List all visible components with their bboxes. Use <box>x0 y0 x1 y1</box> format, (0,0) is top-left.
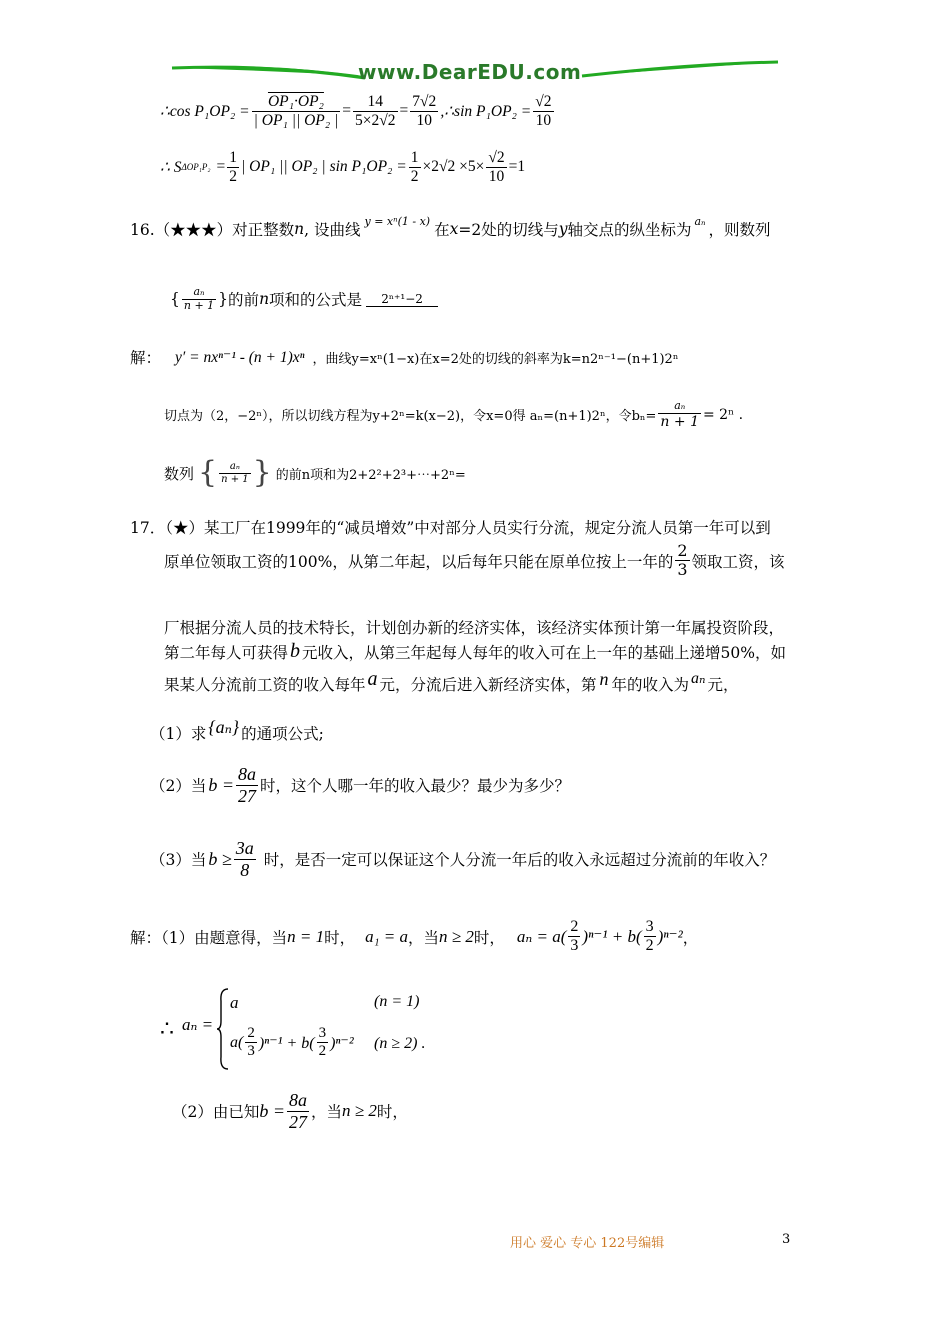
p3-fraction <box>234 838 256 880</box>
cos3-numerator: 7√2 <box>412 92 437 110</box>
s1-an: aₙ = a( <box>516 926 567 946</box>
sin-fraction <box>533 93 553 130</box>
seq2-num: aₙ <box>219 461 251 474</box>
q16-solution-2 <box>164 400 743 430</box>
half-fraction <box>227 149 239 186</box>
q17-s1c: 时， <box>324 928 356 947</box>
seq-den: n + 1 <box>183 298 215 312</box>
q16-sol-line3a: 数列 <box>164 464 195 483</box>
area-end: =1 <box>508 158 526 175</box>
q16-solution-1 <box>130 346 678 368</box>
q16-derivative: y′ = nxⁿ⁻¹ - (n + 1)xⁿ <box>175 348 305 366</box>
header-swoosh-right <box>580 58 780 88</box>
q17-s1k: ， <box>682 928 699 947</box>
q17-part3 <box>150 838 775 880</box>
brace-open: { <box>170 290 180 309</box>
q17-part1 <box>150 716 324 744</box>
var-b: b <box>290 640 301 662</box>
q17-s1e: ，当 <box>408 928 440 947</box>
area-middle-2: ×2√2 ×5× <box>422 158 485 175</box>
cos-fraction-3 <box>410 93 438 130</box>
s2-den: 27 <box>289 1111 308 1132</box>
seq-fraction-2 <box>219 461 251 485</box>
case2-c: )ⁿ⁻² <box>330 1034 354 1052</box>
q16-text4: 轴交点的纵坐标为 <box>567 221 692 239</box>
half-fraction-2 <box>409 149 421 186</box>
an-set: {aₙ} <box>208 716 240 737</box>
q17-s2e: 时， <box>376 1103 408 1122</box>
cos-lhs: ∴cos P₁OP₂ = <box>160 102 250 120</box>
var-a: a <box>367 668 378 690</box>
case2-frac-32 <box>317 1025 329 1061</box>
p2-num: 8a <box>238 764 257 784</box>
sqrt2-den: 10 <box>488 167 505 185</box>
q17-line5d: 元， <box>707 675 739 694</box>
equals-sign: = <box>342 102 352 119</box>
case2-frac-23 <box>245 1025 257 1061</box>
cos-fraction-2 <box>353 93 398 130</box>
half-num: 1 <box>229 148 238 166</box>
s2-n-ge-2: n ≥ 2 <box>342 1101 377 1121</box>
case2-value <box>230 1025 354 1061</box>
q17-line4a: 第二年每人可获得 <box>164 643 289 662</box>
q16-text1: , 设曲线 <box>304 221 361 239</box>
sqrt2-over-10 <box>486 149 506 186</box>
half-num-2: 1 <box>410 148 419 166</box>
q16-curve: y = xⁿ(1 - x) <box>364 214 431 228</box>
q17-line4b: 元收入，从第三年起每人每年的收入可在上一年的基础上递增50%，如 <box>302 643 786 662</box>
q16-solution-label: 解： <box>130 349 162 367</box>
cos-denominator: | OP₁ || OP₂ | <box>253 111 339 129</box>
q16-answer: 2ⁿ⁺¹−2 <box>366 292 438 307</box>
q17-part2 <box>150 764 570 806</box>
bn-num: aₙ <box>658 400 701 414</box>
s1-a1: a₁ = a <box>365 926 409 946</box>
q17-p2a: （2）当 <box>150 777 207 796</box>
area-equation <box>160 142 525 192</box>
q17-line3: 厂根据分流人员的技术特长，计划创办新的经济实体，该经济实体预计第一年属投资阶段， <box>164 619 785 637</box>
p2-fraction <box>236 764 258 806</box>
page-number: 3 <box>782 1232 791 1247</box>
case2-a: a( <box>230 1033 244 1051</box>
cos3-denominator: 10 <box>416 111 433 129</box>
q16-sequence <box>170 286 438 312</box>
s2-fraction <box>287 1090 309 1132</box>
therefore-symbol: ∴ <box>160 1017 174 1042</box>
sin-lhs: ,∴sin P₁OP₂ = <box>440 102 532 120</box>
q16-solution-3 <box>164 455 466 490</box>
sin-denominator: 10 <box>535 111 552 129</box>
q17-line5a: 果某人分流前工资的收入每年 <box>164 675 366 694</box>
q17-p1a: （1）求 <box>150 725 207 743</box>
s1-frac1-num: 2 <box>568 918 580 937</box>
seq-text: 的前 <box>228 291 260 310</box>
q16-sol-line2b: = 2ⁿ . <box>702 406 744 423</box>
q17-line5 <box>164 668 739 695</box>
s2-num: 8a <box>289 1090 308 1110</box>
p2-b-eq: b = <box>208 774 235 795</box>
two-thirds-num: 2 <box>677 541 688 560</box>
q16-sol-text1: ，曲线y=xⁿ(1−x)在x=2处的切线的斜率为k=n2ⁿ⁻¹−(n+1)2ⁿ <box>312 351 679 367</box>
p3-den: 8 <box>240 859 250 880</box>
case2-b: )ⁿ⁻¹ + b( <box>258 1034 315 1052</box>
q17-p3c: 时，是否一定可以保证这个人分流一年后的收入永远超过分流前的年收入？ <box>263 851 776 870</box>
area-lhs: ∴ S <box>160 158 182 176</box>
s1-frac-23 <box>568 918 580 956</box>
p3-num: 3a <box>235 838 254 858</box>
q16-sol-line3b: 的前n项和为2+2²+2³+⋯+2ⁿ= <box>275 467 466 483</box>
case1-condition: (n = 1) <box>374 993 420 1010</box>
q17-s2c: ，当 <box>311 1103 343 1122</box>
bracket-close: } <box>252 455 272 490</box>
q16-an: aₙ <box>694 214 706 228</box>
q16-text3: =2处的切线与 <box>458 221 559 239</box>
sin-numerator: √2 <box>535 92 552 110</box>
s1-mid: )ⁿ⁻¹ + b( <box>582 926 642 946</box>
cos2-numerator: 14 <box>353 93 398 112</box>
p3-b-ge: b ≥ <box>208 848 232 869</box>
q16-text2: 在 <box>434 221 450 239</box>
q16-n: n <box>294 220 305 238</box>
cos-equation <box>160 86 556 136</box>
case2-frac1-num: 2 <box>245 1025 257 1043</box>
site-title[interactable]: www.DearEDU.com <box>358 60 582 84</box>
seq-num: aₙ <box>182 286 216 300</box>
s1-n-ge-2: n ≥ 2 <box>439 926 474 946</box>
bracket-open: { <box>198 455 218 490</box>
q17-line2b: 领取工资，该 <box>691 552 785 571</box>
cos-numerator: OP₁·OP₂ <box>252 93 341 112</box>
q16-statement <box>130 214 771 240</box>
q17-line5b: 元，分流后进入新经济实体，第 <box>379 675 597 694</box>
q17-s1a: 解：（1）由题意得，当 <box>130 928 288 947</box>
area-subscript: ΔOP₁P₂ <box>181 162 211 172</box>
case2-frac2-num: 3 <box>317 1025 329 1043</box>
s1-frac-32 <box>644 918 656 956</box>
q17-line2a: 原单位领取工资的100%，从第二年起，以后每年只能在原单位按上一年的 <box>164 552 674 571</box>
half-den-2: 2 <box>410 167 419 185</box>
header-banner <box>170 58 780 88</box>
an-equals: aₙ = <box>182 1015 214 1034</box>
piecewise-brace <box>216 987 230 1071</box>
s1-frac1-den: 3 <box>570 937 579 955</box>
cos-fraction <box>252 93 341 130</box>
header-swoosh-left <box>170 58 370 88</box>
brace-close: } <box>218 290 229 309</box>
q16-sol-line2a: 切点为（2，−2ⁿ），所以切线方程为y+2ⁿ=k(x−2)，令x=0得 aₙ=(n+1)2ⁿ，令bₙ= <box>164 409 657 425</box>
equals-sign: = <box>399 102 409 119</box>
case2-frac1-den: 3 <box>247 1043 255 1060</box>
s1-end: )ⁿ⁻² <box>657 926 683 946</box>
q16-text5: ，则数列 <box>708 221 771 239</box>
case1-value: a <box>230 993 239 1012</box>
q16-x: x <box>449 220 459 238</box>
q16-intro: 16.（★★★）对正整数 <box>130 221 295 239</box>
bn-fraction <box>658 400 701 430</box>
s2-b-eq: b = <box>259 1100 286 1121</box>
cos2-denominator: 5×2√2 <box>355 111 396 129</box>
seq-n: n <box>259 290 270 309</box>
piecewise-equation <box>160 985 460 1075</box>
footer-tagline: 用心 爱心 专心 122号编辑 <box>510 1236 665 1251</box>
q17-p2c: 时，这个人哪一年的收入最少？最少为多少？ <box>260 777 571 796</box>
case2-frac2-den: 2 <box>318 1043 327 1060</box>
q17-p1b: 的通项公式; <box>241 725 324 743</box>
var-n: n <box>599 669 609 689</box>
equals-sign: = <box>216 158 226 175</box>
two-thirds-fraction <box>675 542 689 580</box>
bn-den: n + 1 <box>660 413 699 430</box>
s1-n-eq-1: n = 1 <box>287 926 325 946</box>
q17-line1: 17．（★）某工厂在1999年的“减员增效”中对部分人员实行分流，规定分流人员第一年可以到 <box>130 519 771 537</box>
half-den: 2 <box>229 167 238 185</box>
seq-fraction <box>182 286 216 312</box>
var-an: aₙ <box>691 669 706 687</box>
q17-solution-2 <box>172 1090 408 1132</box>
q16-y: y <box>558 220 568 238</box>
area-middle: | OP₁ || OP₂ | sin P₁OP₂ = <box>241 158 407 175</box>
two-thirds-den: 3 <box>677 560 688 580</box>
q17-line2 <box>164 542 785 580</box>
q17-s1g: 时， <box>473 928 505 947</box>
s1-frac2-den: 2 <box>645 937 654 955</box>
p2-den: 27 <box>238 785 257 806</box>
seq-text2: 项和的公式是 <box>269 291 363 310</box>
q17-s2a: （2）由已知 <box>172 1103 260 1122</box>
q17-p3a: （3）当 <box>150 851 207 870</box>
q17-line4 <box>164 640 786 663</box>
sqrt2-num: √2 <box>488 148 505 166</box>
seq2-den: n + 1 <box>221 473 249 485</box>
q17-solution-1 <box>130 918 698 956</box>
q17-line5c: 年的收入为 <box>611 675 690 694</box>
case2-condition: (n ≥ 2) . <box>374 1035 426 1052</box>
s1-frac2-num: 3 <box>644 918 656 937</box>
